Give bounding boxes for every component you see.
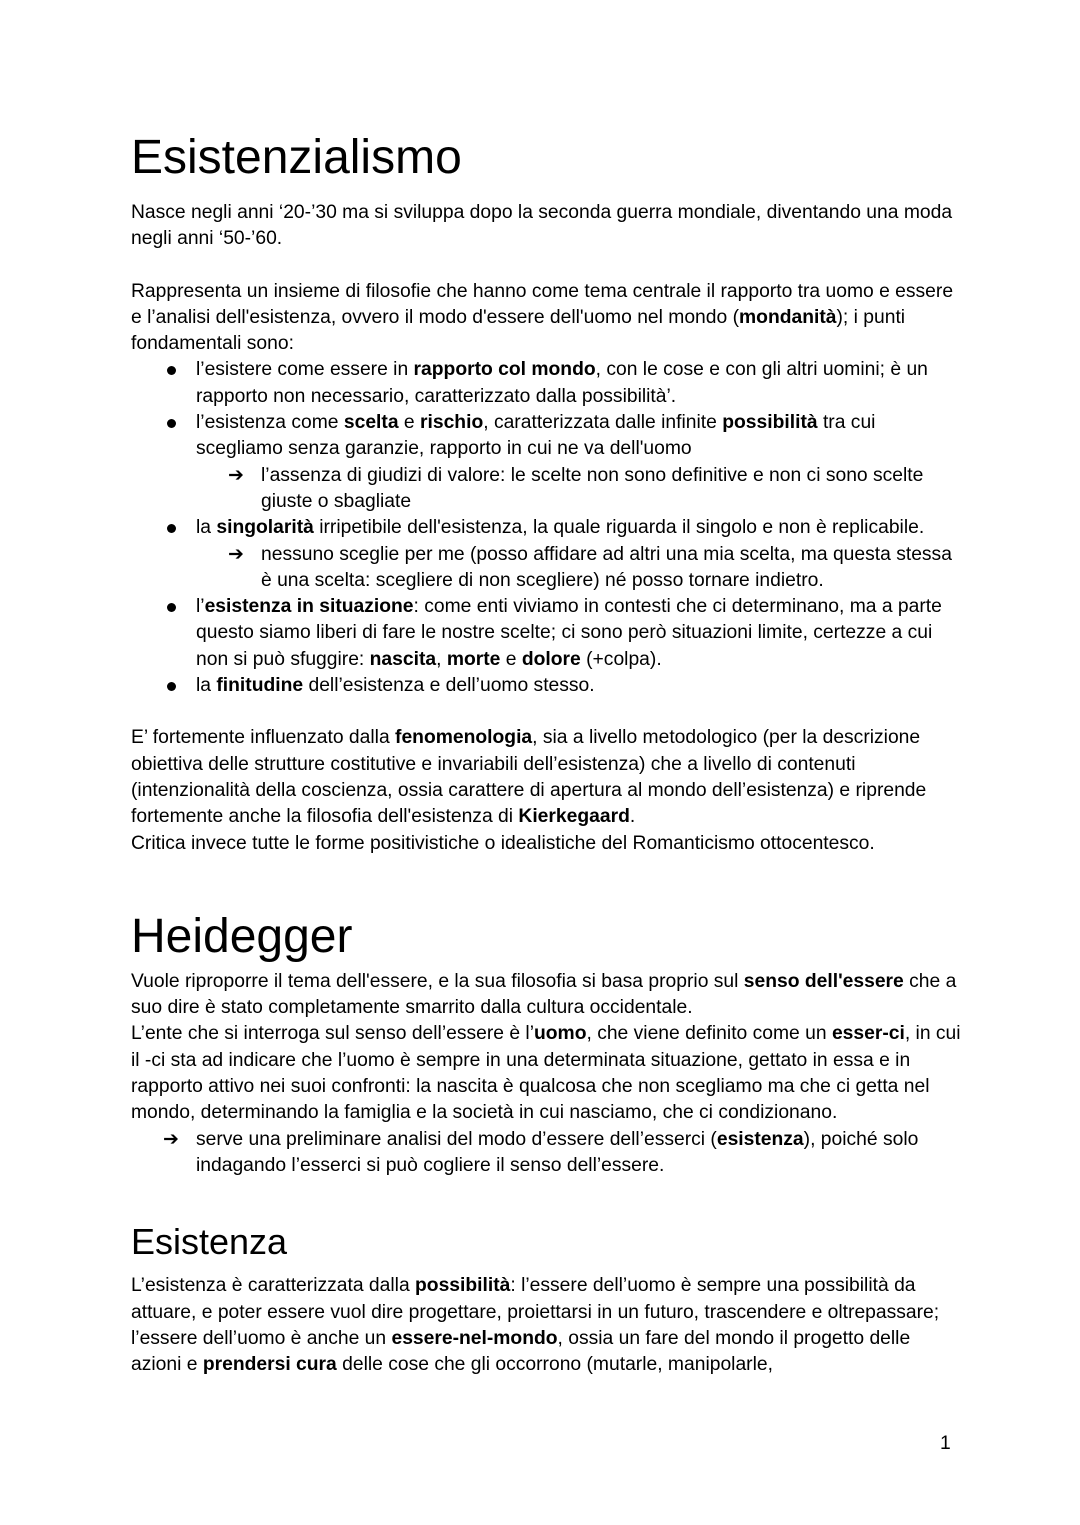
arrow-icon: ➔ xyxy=(163,1128,179,1150)
arrow-icon: ➔ xyxy=(228,464,244,486)
list-item: la finitudine dell’esistenza e dell’uomo stesso. xyxy=(131,673,961,699)
paragraph-possibilita: L’esistenza è caratterizzata dalla possibilità: l’essere dell’uomo è sempre una possibilità da attuare, e poter essere vuol dire progettare, proiettarsi in un futuro, trascendere e oltrepassare; l’essere dell’uomo è anche un essere-nel-mondo, ossia un fare del mondo il progetto delle azioni e prendersi cura delle cose che gli occorrono (mutarle, manipolarle, xyxy=(131,1275,940,1376)
paragraph-essere: Vuole riproporre il tema dell'essere, e la sua filosofia si basa proprio sul senso dell'essere che a suo dire è stato completamente smarrito dalla cultura occidentale. xyxy=(131,970,957,1019)
list-item: l’esistenza in situazione: come enti viviamo in contesti che ci determinano, ma a parte questo siamo liberi di fare le nostre scelte; ci sono però situazioni limite, certezze a cui non si può sfuggire: nascita, morte e dolore (+colpa). xyxy=(131,594,961,673)
heading-esistenzialismo: Esistenzialismo xyxy=(131,131,462,184)
arrow-icon: ➔ xyxy=(228,543,244,565)
paragraph-esserci: L’ente che si interroga sul senso dell’essere è l’uomo, che viene definito come un esser-ci, in cui il -ci sta ad indicare che l’uomo è sempre in una determinata situazione, gettato in essa e in rapporto attivo nei suoi confronti: la nascita è qualcosa che non scegliamo ma che ci getta nel mondo, determinando la famiglia e la società in cui nasciamo, che ci condizionano. xyxy=(131,1023,961,1124)
key-points-list xyxy=(131,515,961,541)
paragraph-fenomenologia: E’ fortemente influenzato dalla fenomenologia, sia a livello metodologico (per la descrizione obiettiva delle strutture costitutive e invariabili dell’esistenza) che a livello di contenuti (intenzionalità della coscienza, ossia carattere di apertura al mondo dell’esistenza) e riprende fortemente anche la filosofia dell'esistenza di Kierkegaard. xyxy=(131,727,927,828)
list-item: la singolarità irripetibile dell'esistenza, la quale riguarda il singolo e non è replicabile. xyxy=(131,515,961,541)
key-points-list xyxy=(131,357,961,462)
paragraph-filosofie: Rappresenta un insieme di filosofie che hanno come tema centrale il rapporto tra uomo e essere e l’analisi dell'esistenza, ovvero il modo d'essere dell'uomo nel mondo (mondanità); i punti fondamentali sono: xyxy=(131,280,954,355)
paragraph-intro: Nasce negli anni ‘20-’30 ma si sviluppa dopo la seconda guerra mondiale, diventando una moda negli anni ‘50-’60. xyxy=(131,202,953,250)
list-item: ➔ serve una preliminare analisi del modo d’essere dell’esserci (esistenza), poiché solo indagando l’esserci si può cogliere il senso dell’essere. xyxy=(163,1128,919,1176)
sub-list xyxy=(131,542,961,595)
sub-list xyxy=(131,1127,961,1180)
heading-heidegger: Heidegger xyxy=(131,909,353,963)
list-item: ➔ nessuno sceglie per me (posso affidare ad altri una mia scelta, ma questa stessa è una scelta: scegliere di non scegliere) né posso tornare indietro. xyxy=(228,543,952,591)
document-page xyxy=(131,128,961,1378)
list-item: ➔ l’assenza di giudizi di valore: le scelte non sono definitive e non ci sono scelte giuste o sbagliate xyxy=(228,464,924,512)
key-points-list xyxy=(131,594,961,699)
page-number: 1 xyxy=(940,1433,951,1454)
sub-list xyxy=(131,463,961,516)
list-item: l’esistere come essere in rapporto col mondo, con le cose e con gli altri uomini; è un rapporto non necessario, caratterizzato dalla possibilità’. xyxy=(131,357,961,410)
list-item: l’esistenza come scelta e rischio, caratterizzata dalle infinite possibilità tra cui scegliamo senza garanzie, rapporto in cui ne va dell'uomo xyxy=(131,410,961,463)
heading-esistenza: Esistenza xyxy=(131,1221,288,1263)
paragraph-critica: Critica invece tutte le forme positivistiche o idealistiche del Romanticismo ottocentesco. xyxy=(131,832,875,854)
